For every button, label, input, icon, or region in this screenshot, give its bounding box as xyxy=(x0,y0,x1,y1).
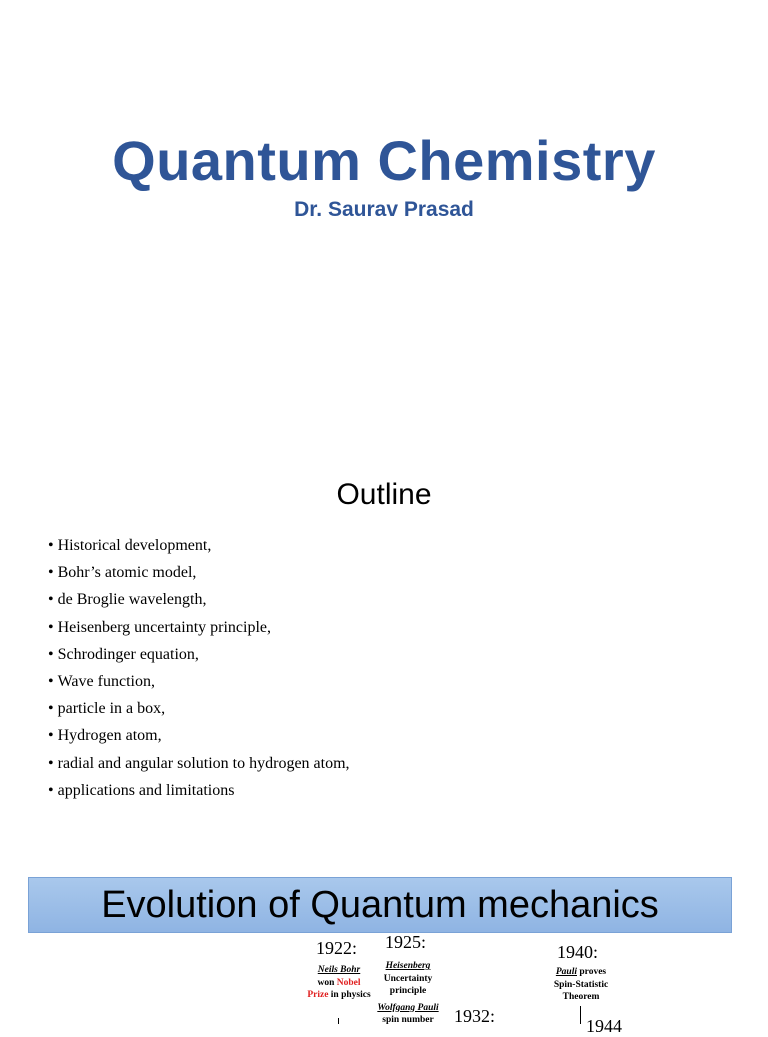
outline-list xyxy=(48,532,350,804)
timeline-note-1940 xyxy=(545,966,617,1004)
note-text: Uncertainty principle xyxy=(383,973,433,996)
timeline-note-1922 xyxy=(306,964,372,1002)
outline-item: • Historical development, xyxy=(48,532,350,559)
note-text: won xyxy=(317,977,335,988)
evolution-slide xyxy=(0,870,768,1036)
note-text: proves Spin-Statistic Theorem xyxy=(553,967,609,1002)
title-slide xyxy=(0,0,768,440)
evolution-heading: Evolution of Quantum mechanics xyxy=(28,877,732,933)
outline-item: • radial and angular solution to hydrogen atom, xyxy=(48,750,350,777)
timeline-year-1925: 1925: xyxy=(385,932,427,952)
timeline-arrow xyxy=(580,1006,581,1024)
scientist-name: Wolfgang Pauli xyxy=(377,1002,439,1013)
timeline-year-1932: 1932: xyxy=(454,1006,496,1026)
outline-heading: Outline xyxy=(336,478,432,511)
outline-item: • particle in a box, xyxy=(48,695,350,722)
author-name: Dr. Saurav Prasad xyxy=(294,198,474,221)
timeline-year-1940: 1940: xyxy=(557,942,599,962)
nobel-prize-highlight: Nobel Prize xyxy=(307,977,361,1000)
outline-item: • Schrodinger equation, xyxy=(48,641,350,668)
outline-slide xyxy=(0,440,768,870)
timeline-year-1944: 1944 xyxy=(586,1016,622,1036)
timeline-note-1925 xyxy=(372,960,444,1027)
scientist-name: Neils Bohr xyxy=(317,965,361,975)
outline-item: • Hydrogen atom, xyxy=(48,722,350,749)
scientist-name: Heisenberg xyxy=(385,961,431,971)
timeline-year-1922: 1922: xyxy=(316,938,358,958)
outline-item: • Wave function, xyxy=(48,668,350,695)
outline-item: • de Broglie wavelength, xyxy=(48,586,350,613)
note-text: spin number xyxy=(382,1015,434,1025)
outline-item: • applications and limitations xyxy=(48,777,350,804)
outline-item: • Bohr’s atomic model, xyxy=(48,559,350,586)
timeline-arrow xyxy=(338,1018,339,1024)
note-text: in physics xyxy=(330,990,371,1000)
slide-title: Quantum Chemistry xyxy=(112,129,656,192)
scientist-name: Pauli xyxy=(555,967,577,977)
outline-item: • Heisenberg uncertainty principle, xyxy=(48,614,350,641)
